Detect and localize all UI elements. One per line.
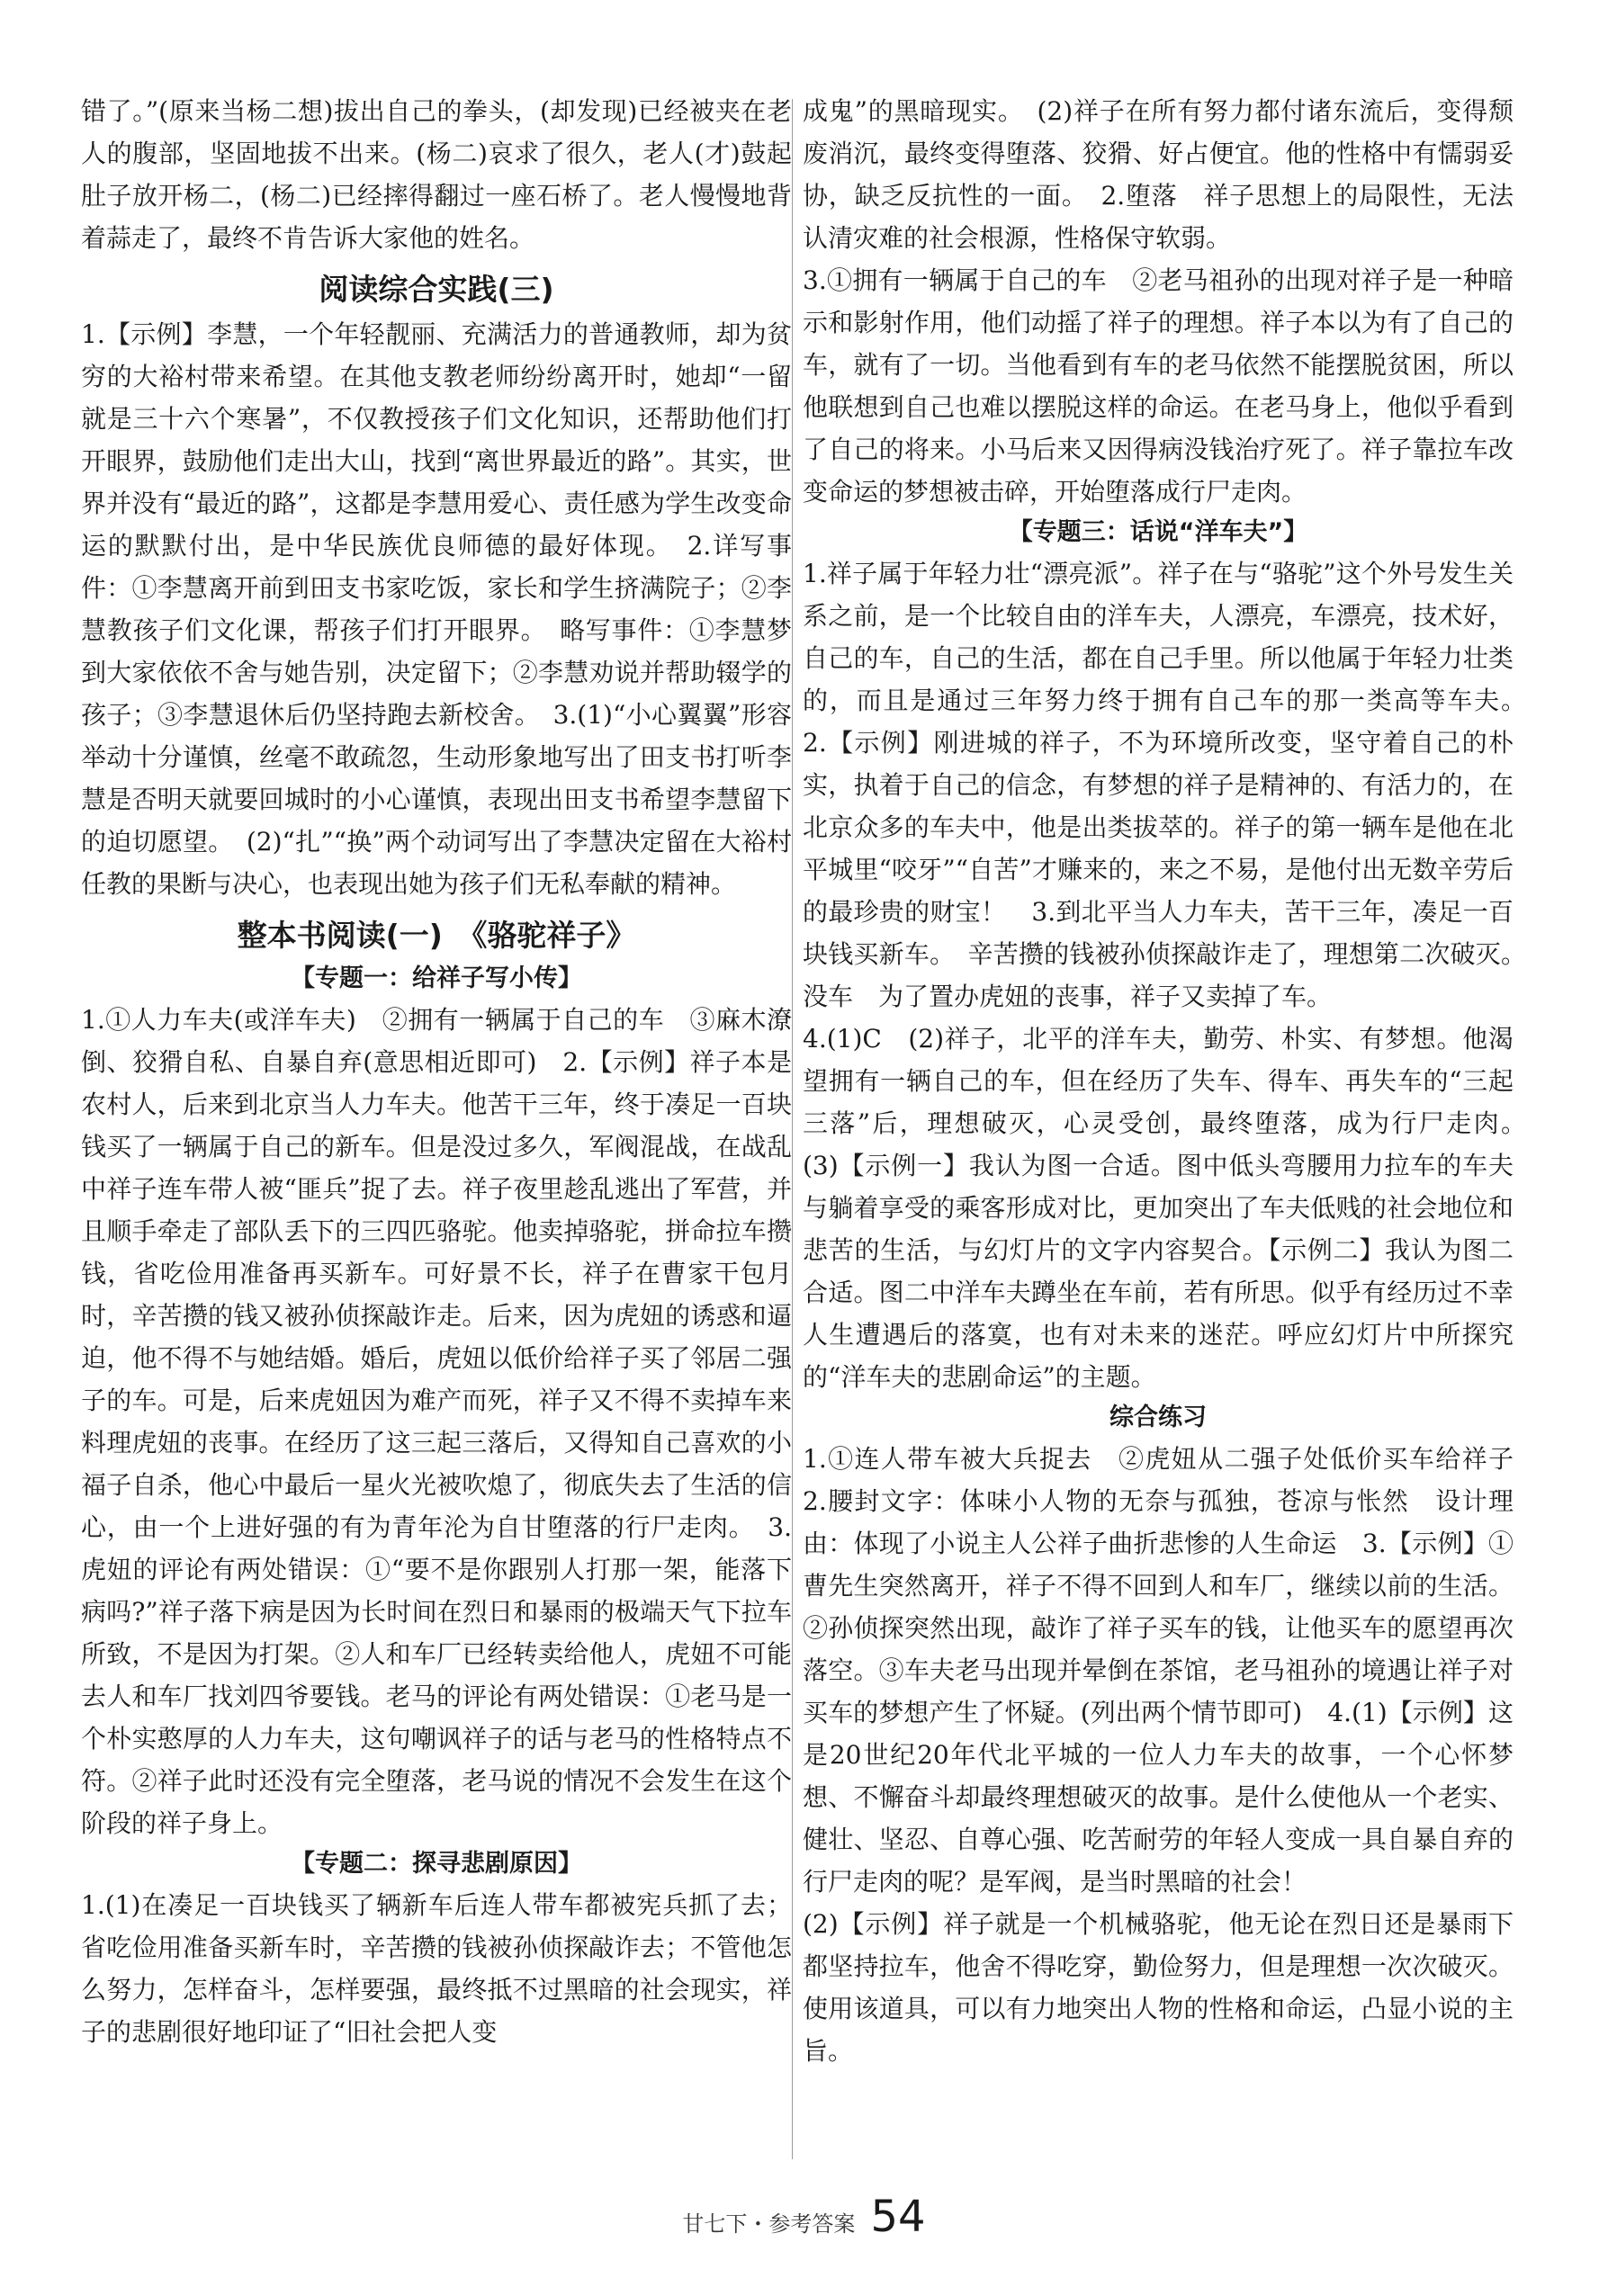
right-column [803,90,1540,2072]
footer-label: 甘七下・参考答案 [682,2211,856,2237]
comprehensive-practice-answers: 1.①连人带车被大兵捉去 ②虎妞从二强子处低价买车给祥子 2.腰封文字：体味小人物的无奈与孤独，苍凉与怅然 设计理由：体现了小说主人公祥子曲折悲惨的人生命运 3.【示例】①曹先生突然离开，祥子不得不回到人和车厂，继续以前的生活。②孙侦探突然出现，敲诈了祥子买车的钱，让他买车的愿望再次落空。③车夫老马出现并晕倒在茶馆，老马祖孙的境遇让祥子对买车的梦想产生了怀疑。(列出两个情节即可) 4.(1)【示例】这是20世纪20年代北平城的一位人力车夫的故事，一个心怀梦想、不懈奋斗却最终理想破灭的故事。是什么使他从一个老实、健壮、坚忍、自尊心强、吃苦耐劳的年轻人变成一具自暴自弃的行尸走肉的呢？是军阀，是当时黑暗的社会！ [803,1444,1540,1897]
section-title-comprehensive-practice: 综合练习 [1109,1404,1207,1431]
page-number: 54 [870,2192,926,2242]
topic-1-answers: 1.①人力车夫(或洋车夫) ②拥有一辆属于自己的车 ③麻木潦倒、狡猾自私、自暴自弃(意思相近即可) 2.【示例】祥子本是农村人，后来到北京当人力车夫。他苦干三年，终于凑足一百块钱买了一辆属于自己的新车。但是没过多久，军阀混战，在战乱中祥子连车带人被“匪兵”捉了去。祥子夜里趁乱逃出了军营，并且顺手牵走了部队丢下的三四匹骆驼。他卖掉骆驼，拼命拉车攒钱，省吃俭用准备再买新车。可好景不长，祥子在曹家干包月时，辛苦攒的钱又被孙侦探敲诈走。后来，因为虎妞的诱惑和逼迫，他不得不与她结婚。婚后，虎妞以低价给祥子买了邻居二强子的车。可是，后来虎妞因为难产而死，祥子又不得不卖掉车来料理虎妞的丧事。在经历了这三起三落后，又得知自己喜欢的小福子自杀，他心中最后一星火光被吹熄了，彻底失去了生活的信心，由一个上进好强的有为青年沦为自甘堕落的行尸走肉。 3.虎妞的评论有两处错误：①“要不是你跟别人打那一架，能落下病吗?”祥子落下病是因为长时间在烈日和暴雨的极端天气下拉车所致，不是因为打架。②人和车厂已经转卖给他人，虎妞不可能去人和车厂找刘四爷要钱。老马的评论有两处错误：①老马是一个朴实憨厚的人力车夫，这句嘲讽祥子的话与老马的性格特点不符。②祥子此时还没有完全堕落，老马说的情况不会发生在这个阶段的祥子身上。 [81,1005,792,1838]
section-title-whole-book-reading: 整本书阅读(一) 《骆驼祥子》 [237,918,636,953]
column-divider [792,99,793,2159]
page-footer [0,2192,1608,2242]
topic-2-answer-3: 3.①拥有一辆属于自己的车 ②老马祖孙的出现对祥子是一种暗示和影射作用，他们动摇了祥子的理想。祥子本以为有了自己的车，就有了一切。当他看到有车的老马依然不能摆脱贫困，所以他联想到自己也难以摆脱这样的命运。在老马身上，他似乎看到了自己的将来。小马后来又因得病没钱治疗死了。祥子靠拉车改变命运的梦想被击碎，开始堕落成行尸走肉。 [803,265,1514,507]
continued-answer-paragraph: 错了。”(原来当杨二想)拔出自己的拳头，(却发现)已经被夹在老人的腹部，坚固地拔不出来。(杨二)哀求了很久，老人(才)鼓起肚子放开杨二，(杨二)已经摔得翻过一座石桥了。老人慢慢地背着蒜走了，最终不肯告诉大家他的姓名。 [81,96,792,253]
topic-2-heading: 【专题二：探寻悲剧原因】 [291,1850,582,1878]
section-title-reading-practice-3: 阅读综合实践(三) [319,272,554,307]
comprehensive-practice-answer-4-2: (2)【示例】祥子就是一个机械骆驼，他无论在烈日还是暴雨下都坚持拉车，他舍不得吃穿，勤俭努力，但是理想一次次破灭。使用该道具，可以有力地突出人物的性格和命运，凸显小说的主旨。 [803,1909,1514,2066]
left-column [81,90,792,2053]
topic-1-heading: 【专题一：给祥子写小传】 [291,964,582,992]
topic-3-heading: 【专题三：话说“洋车夫”】 [1008,518,1308,546]
topic-3-answers: 1.祥子属于年轻力壮“漂亮派”。祥子在与“骆驼”这个外号发生关系之前，是一个比较自由的洋车夫，人漂亮，车漂亮，技术好，自己的车，自己的生活，都在自己手里。所以他属于年轻力壮类的，而且是通过三年努力终于拥有自己车的那一类高等车夫。 2.【示例】刚进城的祥子，不为环境所改变，坚守着自己的朴实，执着于自己的信念，有梦想的祥子是精神的、有活力的，在北京众多的车夫中，他是出类拔萃的。祥子的第一辆车是他在北平城里“咬牙”“自苦”才赚来的，来之不易，是他付出无数辛劳后的最珍贵的财宝！ 3.到北平当人力车夫，苦干三年，凑足一百块钱买新车。 辛苦攒的钱被孙侦探敲诈走了，理想第二次破灭。 没车 为了置办虎妞的丧事，祥子又卖掉了车。 [803,559,1540,1011]
topic-3-answer-4: 4.(1)C (2)祥子，北平的洋车夫，勤劳、朴实、有梦想。他渴望拥有一辆自己的车，但在经历了失车、得车、再失车的“三起三落”后，理想破灭，心灵受创，最终堕落，成为行尸走肉。 (3)【示例一】我认为图一合适。图中低头弯腰用力拉车的车夫与躺着享受的乘客形成对比，更加突出了车夫低贱的社会地位和悲苦的生活，与幻灯片的文字内容契合。【示例二】我认为图二合适。图二中洋车夫蹲坐在车前，若有所思。似乎有经历过不幸人生遭遇后的落寞，也有对未来的迷茫。呼应幻灯片中所探究的“洋车夫的悲剧命运”的主题。 [803,1024,1540,1392]
topic-2-answers-part2: 成鬼”的黑暗现实。 (2)祥子在所有努力都付诸东流后，变得颓废消沉，最终变得堕落、狡猾、好占便宜。他的性格中有懦弱妥协，缺乏反抗性的一面。 2.堕落 祥子思想上的局限性，无法认清灾难的社会根源，性格保守软弱。 [803,96,1514,253]
topic-2-answers-part1: 1.(1)在凑足一百块钱买了辆新车后连人带车都被宪兵抓了去；省吃俭用准备买新车时，辛苦攒的钱被孙侦探敲诈去；不管他怎么努力，怎样奋斗，怎样要强，最终抵不过黑暗的社会现实，祥子的悲剧很好地印证了“旧社会把人变 [81,1890,792,2047]
reading-practice-3-answers: 1.【示例】李慧，一个年轻靓丽、充满活力的普通教师，却为贫穷的大裕村带来希望。在其他支教老师纷纷离开时，她却“一留就是三十六个寒暑”，不仅教授孩子们文化知识，还帮助他们打开眼界，鼓励他们走出大山，找到“离世界最近的路”。其实，世界并没有“最近的路”，这都是李慧用爱心、责任感为学生改变命运的默默付出，是中华民族优良师德的最好体现。 2.详写事件：①李慧离开前到田支书家吃饭，家长和学生挤满院子；②李慧教孩子们文化课，帮孩子们打开眼界。 略写事件：①李慧梦到大家依依不舍与她告别，决定留下；②李慧劝说并帮助辍学的孩子；③李慧退休后仍坚持跑去新校舍。 3.(1)“小心翼翼”形容举动十分谨慎，丝毫不敢疏忽，生动形象地写出了田支书打听李慧是否明天就要回城时的小心谨慎，表现出田支书希望李慧留下的迫切愿望。 (2)“扎”“换”两个动词写出了李慧决定留在大裕村任教的果断与决心，也表现出她为孩子们无私奉献的精神。 [81,319,792,899]
